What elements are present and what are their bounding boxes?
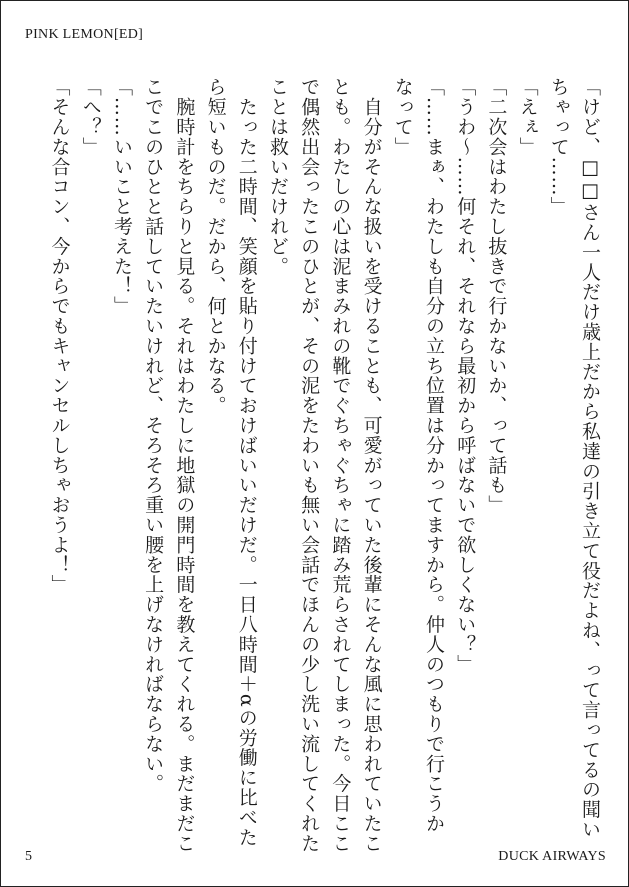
text-line-13: ら短いものだ。だから、何とかなる。	[204, 77, 227, 416]
text-line-9: とも。わたしの心は泥まみれの靴でぐちゃぐちゃに踏み荒らされてしまった。今日ここ	[329, 77, 352, 854]
text-line-1: 「けど、□□さん一人だけ歳上だから私達の引き立て役だよね、って言ってるの聞い	[579, 77, 601, 840]
running-footer: DUCK AIRWAYS	[498, 849, 606, 864]
text-line-6: 「……まぁ、わたしも自分の立ち位置は分かってますから。仲人のつもりで行こうか	[422, 77, 445, 834]
text-line-4: 「二次会はわたし抜きで行かないか、って話も」	[485, 77, 508, 515]
text-line-16: 「……いいこと考えた！」	[110, 77, 133, 316]
text-line-5: 「うわ～……何それ、それなら最初から呼ばないで欲しくない？」	[454, 77, 477, 674]
text-line-7: なって」	[391, 77, 414, 157]
body-text	[48, 77, 605, 854]
text-line-14: 腕時計をちらりと見る。それはわたしに地獄の開門時間を教えてくれる。まだまだこ	[173, 77, 196, 854]
page-number: 5	[25, 849, 32, 864]
text-line-8: 自分がそんな扱いを受けることも、可愛がっていた後輩にそんな風に思われていたこ	[360, 77, 383, 854]
text-line-3: 「えぇ」	[516, 77, 539, 157]
text-line-18: 「そんな合コン、今からでもキャンセルしちゃおうよ！」	[48, 77, 71, 595]
running-title: PINK LEMON[ED]	[25, 27, 144, 42]
text-line-2: ちゃって……」	[547, 77, 570, 217]
text-line-17: 「へ？」	[79, 77, 102, 157]
text-line-10: で偶然出会ったこのひとが、その泥をたわいも無い会話でほんの少し洗い流してくれた	[298, 77, 321, 854]
text-line-12: たった二時間、笑顔を貼り付けておけばいいだけだ。一日八時間＋αの労働に比べた	[235, 77, 258, 847]
text-line-11: ことは救いだけれど。	[266, 77, 289, 276]
text-line-15: こでこのひとと話していたいけれど、そろそろ重い腰を上げなければならない。	[142, 77, 165, 794]
